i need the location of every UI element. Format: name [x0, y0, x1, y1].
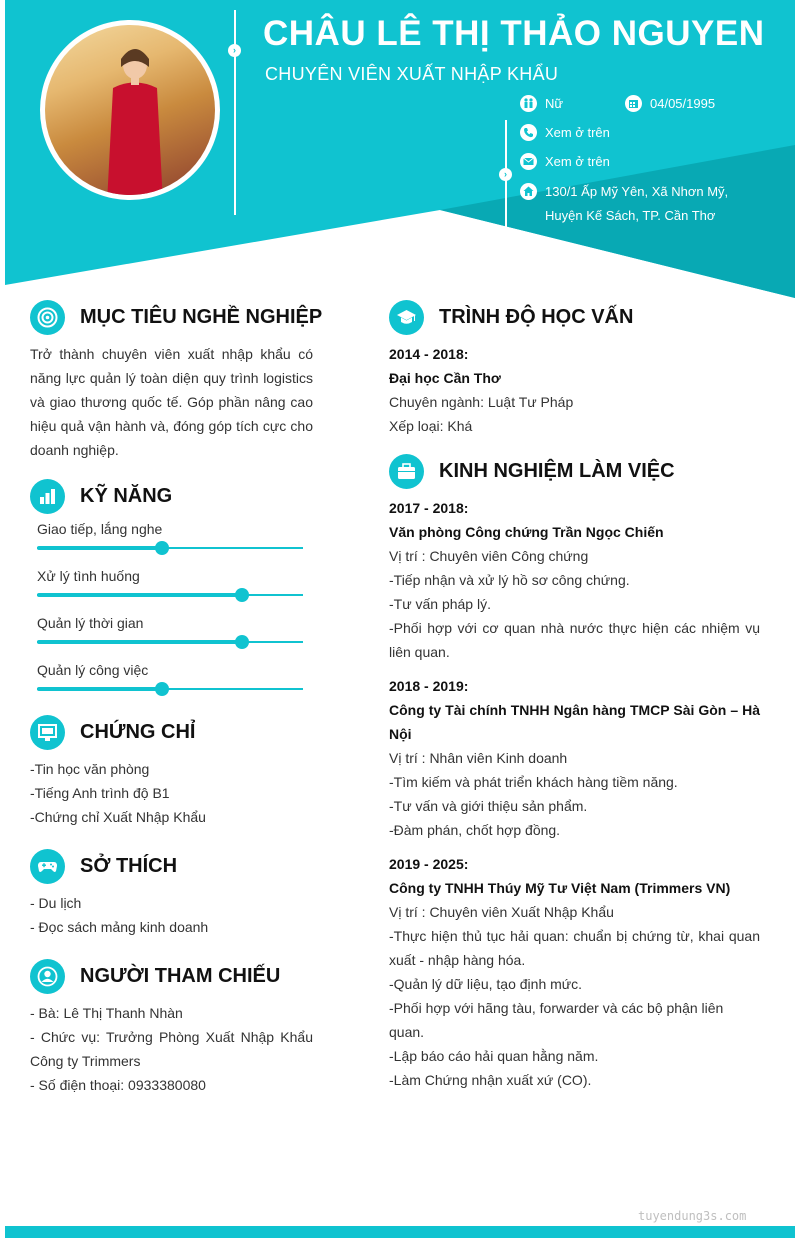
job-task: -Thực hiện thủ tục hải quan: chuẩn bị chứng từ, khai quan xuất - nhập hàng hóa. — [389, 928, 760, 968]
skill-label: Quản lý thời gian — [37, 615, 144, 631]
education-grade: Xếp loại: Khá — [389, 418, 473, 434]
objective-title: MỤC TIÊU NGHỀ NGHIỆP — [80, 305, 323, 328]
candidate-job-title: CHUYÊN VIÊN XUẤT NHẬP KHẨU — [265, 64, 559, 84]
certificate-item: -Chứng chỉ Xuất Nhập Khẩu — [30, 809, 206, 825]
home-icon — [520, 183, 537, 200]
skill-label: Xử lý tình huống — [37, 568, 140, 584]
address-info — [520, 180, 765, 228]
skill-item — [37, 568, 303, 615]
email-value: Xem ở trên — [545, 154, 610, 169]
reference-name: - Bà: Lê Thị Thanh Nhàn — [30, 1005, 183, 1021]
job-position: Vị trí : Nhân viên Kinh doanh — [389, 750, 568, 766]
phone-icon — [520, 124, 537, 141]
experience-item — [389, 674, 760, 842]
job-task: -Tư vấn và giới thiệu sản phẩm. — [389, 798, 588, 814]
skill-level-fill — [37, 640, 242, 644]
chevron-right-icon: › — [228, 44, 241, 57]
education-period: 2014 - 2018: — [389, 346, 469, 362]
objective-section — [30, 298, 323, 462]
hobby-item: - Đọc sách mảng kinh doanh — [30, 919, 209, 935]
job-company: Công ty TNHH Thúy Mỹ Tư Việt Nam (Trimmers VN) — [389, 880, 731, 896]
skills-section — [30, 477, 313, 709]
candidate-name: CHÂU LÊ THỊ THẢO NGUYEN — [263, 14, 765, 53]
gender-icon — [520, 95, 537, 112]
dob-value: 04/05/1995 — [650, 96, 716, 111]
hobby-item: - Du lịch — [30, 895, 82, 911]
certificates-section — [30, 713, 313, 829]
certificate-item: -Tiếng Anh trình độ B1 — [30, 785, 170, 801]
job-position: Vị trí : Chuyên viên Công chứng — [389, 548, 589, 564]
skills-title: KỸ NĂNG — [80, 484, 173, 507]
job-task: -Đàm phán, chốt hợp đồng. — [389, 822, 561, 838]
certificate-icon — [30, 715, 65, 750]
footer-bar — [5, 1226, 795, 1238]
skills-list — [30, 521, 313, 709]
email-info — [520, 153, 610, 170]
bar-chart-icon — [30, 479, 65, 514]
chevron-right-icon: › — [499, 168, 512, 181]
phone-value: Xem ở trên — [545, 125, 610, 140]
calendar-icon — [625, 95, 642, 112]
job-period: 2019 - 2025: — [389, 856, 469, 872]
job-task: -Làm Chứng nhận xuất xứ (CO). — [389, 1072, 592, 1088]
skill-level-fill — [37, 687, 162, 691]
education-school: Đại học Cần Thơ — [389, 370, 501, 386]
job-position: Vị trí : Chuyên viên Xuất Nhập Khẩu — [389, 904, 614, 920]
skill-label: Giao tiếp, lắng nghe — [37, 521, 163, 537]
target-icon — [30, 300, 65, 335]
job-company: Văn phòng Công chứng Trần Ngọc Chiến — [389, 524, 664, 540]
reference-position: - Chức vụ: Trưởng Phòng Xuất Nhập Khẩu Công ty Trimmers — [30, 1029, 313, 1069]
skill-level-knob — [235, 588, 249, 602]
watermark: tuyendung3s.com — [638, 1209, 747, 1223]
job-company: Công ty Tài chính TNHH Ngân hàng TMCP Sài Gòn – Hà Nội — [389, 702, 760, 742]
job-task: -Phối hợp với hãng tàu, forwarder và các bộ phận liên quan. — [389, 1000, 724, 1040]
objective-text: Trở thành chuyên viên xuất nhập khẩu có năng lực quản lý toàn diện quy trình logistics và giao thương quốc tế. Góp phần nâng cao hiệu quả vận hành và, đóng góp tích cực cho doanh nghiệp. — [30, 346, 313, 458]
skill-level-fill — [37, 593, 242, 597]
education-section — [389, 298, 760, 438]
skill-level-fill — [37, 546, 162, 550]
experience-item — [389, 852, 760, 1092]
experience-section — [389, 452, 760, 1092]
skill-level-knob — [155, 682, 169, 696]
skill-level-knob — [235, 635, 249, 649]
header-divider-line — [234, 10, 236, 215]
job-period: 2018 - 2019: — [389, 678, 469, 694]
certificates-title: CHỨNG CHỈ — [80, 720, 196, 743]
right-column — [389, 298, 760, 1092]
user-icon — [30, 959, 65, 994]
education-title: TRÌNH ĐỘ HỌC VẤN — [439, 305, 634, 328]
certificate-item: -Tin học văn phòng — [30, 761, 150, 777]
gamepad-icon — [30, 849, 65, 884]
job-period: 2017 - 2018: — [389, 500, 469, 516]
experience-title: KINH NGHIỆM LÀM VIỆC — [439, 459, 675, 482]
phone-info — [520, 124, 610, 141]
references-section — [30, 957, 313, 1097]
skill-label: Quản lý công việc — [37, 662, 149, 678]
skill-item — [37, 521, 303, 568]
briefcase-icon — [389, 454, 424, 489]
job-task: -Tìm kiếm và phát triển khách hàng tiềm năng. — [389, 774, 678, 790]
job-task: -Quản lý dữ liệu, tạo định mức. — [389, 976, 583, 992]
job-task: -Tư vấn pháp lý. — [389, 596, 491, 612]
left-column — [30, 298, 323, 1097]
profile-photo — [40, 20, 220, 200]
cv-header — [5, 0, 795, 300]
hobbies-section — [30, 847, 313, 939]
job-task: -Phối hợp với cơ quan nhà nước thực hiện các nhiệm vụ liên quan. — [389, 620, 760, 660]
graduation-cap-icon — [389, 300, 424, 335]
education-major: Chuyên ngành: Luật Tư Pháp — [389, 394, 574, 410]
job-task: -Tiếp nhận và xử lý hồ sơ công chứng. — [389, 572, 630, 588]
reference-phone: - Số điện thoại: 0933380080 — [30, 1077, 206, 1093]
address-value: 130/1 Ấp Mỹ Yên, Xã Nhơn Mỹ, Huyện Kế Sách, TP. Cần Thơ — [545, 184, 729, 223]
dob-info — [625, 95, 715, 112]
person-figure — [103, 43, 167, 195]
references-title: NGƯỜI THAM CHIẾU — [80, 964, 281, 987]
experience-item — [389, 496, 760, 664]
job-task: -Lập báo cáo hải quan hằng năm. — [389, 1048, 599, 1064]
envelope-icon — [520, 153, 537, 170]
skill-level-knob — [155, 541, 169, 555]
gender-value: Nữ — [545, 96, 564, 111]
gender-info — [520, 95, 563, 112]
skill-item — [37, 662, 303, 709]
hobbies-title: SỞ THÍCH — [80, 854, 178, 877]
skill-item — [37, 615, 303, 662]
